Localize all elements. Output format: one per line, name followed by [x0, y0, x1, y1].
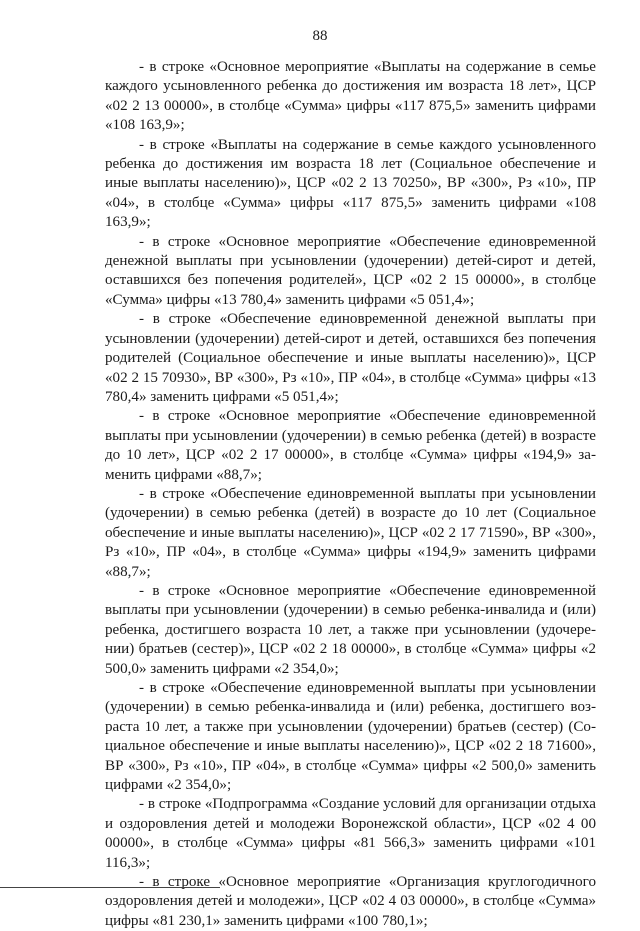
amendment-paragraph-3: - в строке «Основное мероприятие «Обеспечение единовременной денежной выплаты при усыновлении (удочерении) детей-сирот и детей, оставшихся без попечения родителей», ЦСР «02 2 15 00000», в столбце «Сумма» цифры «13 780,4» заменить цифрами «5 051,4»;: [105, 233, 596, 308]
amendment-paragraph-7: - в строке «Основное мероприятие «Обеспечение единовременной выплаты при усыновлении (удочерении) в семью ребенка-инвалида и (или) ребенка, достигшего возраста 10 лет, а также при усыновлении (удочерении) братьев (сестер)», ЦСР «02 2 18 00000», в столбце «Сумма» цифры «2 500,0» заменить цифрами «2 354,0»;: [105, 582, 596, 677]
amendment-paragraph-2: - в строке «Выплаты на содержание в семье каждого усыновленного ребенка до достижения им возраста 18 лет (Социальное обеспечение и иные выплаты населению)», ЦСР «02 2 13 70250», ВР «300», Рз «10», ПР «04», в столбце «Сумма» цифры «117 875,5» заменить цифрами «108 163,9»;: [105, 136, 596, 231]
amendment-paragraph-8: - в строке «Обеспечение единовременной выплаты при усыновлении (удочерении) в семью ребенка-инвалида и (или) ребенка, достигшего возраста 10 лет, а также при усыновлении (удочерении) братьев (сестер) (Социальное обеспечение и иные выплаты населению)», ЦСР «02 2 18 71600», ВР «300», Рз «10», ПР «04», в столбце «Сумма» цифры «2 500,0» заменить цифрами «2 354,0»;: [105, 680, 596, 794]
amendment-paragraph-5: - в строке «Основное мероприятие «Обеспечение единовременной выплаты при усыновлении (удочерении) в семью ребенка (детей) в возрасте до 10 лет», ЦСР «02 2 17 00000», в столбце «Сумма» цифры «194,9» заменить цифрами «88,7»;: [105, 408, 596, 483]
document-body: [105, 58, 596, 931]
footer-divider: [0, 887, 220, 888]
page-number: 88: [312, 28, 328, 44]
amendment-paragraph-6: - в строке «Обеспечение единовременной выплаты при усыновлении (удочерении) в семью ребенка (детей) в возрасте до 10 лет (Социальное обеспечение и иные выплаты населению)», ЦСР «02 2 17 71590», ВР «300», Рз «10», ПР «04», в столбце «Сумма» цифры «194,9» заменить цифрами «88,7»;: [105, 485, 596, 580]
amendment-paragraph-1: - в строке «Основное мероприятие «Выплаты на содержание в семье каждого усыновленного ребенка до достижения им возраста 18 лет», ЦСР «02 2 13 00000», в столбце «Сумма» цифры «117 875,5» заменить цифрами «108 163,9»;: [105, 59, 596, 134]
amendment-paragraph-9: - в строке «Подпрограмма «Создание условий для организации отдыха и оздоровления детей и молодежи Воронежской области», ЦСР «02 4 00 00000», в столбце «Сумма» цифры «81 566,3» заменить цифрами «101 116,3»;: [105, 796, 596, 871]
amendment-paragraph-4: - в строке «Обеспечение единовременной денежной выплаты при усыновлении (удочерении) детей-сирот и детей, оставшихся без попечения родителей (Социальное обеспечение и иные выплаты населению)», ЦСР «02 2 15 70930», ВР «300», Рз «10», ПР «04», в столбце «Сумма» цифры «13 780,4» заменить цифрами «5 051,4»;: [105, 311, 596, 405]
amendment-paragraph-10: - в строке «Основное мероприятие «Организация круглогодичного оздоровления детей и молодежи», ЦСР «02 4 03 00000», в столбце «Сумма» цифры «81 230,1» заменить цифрами «100 780,1»;: [105, 874, 596, 929]
